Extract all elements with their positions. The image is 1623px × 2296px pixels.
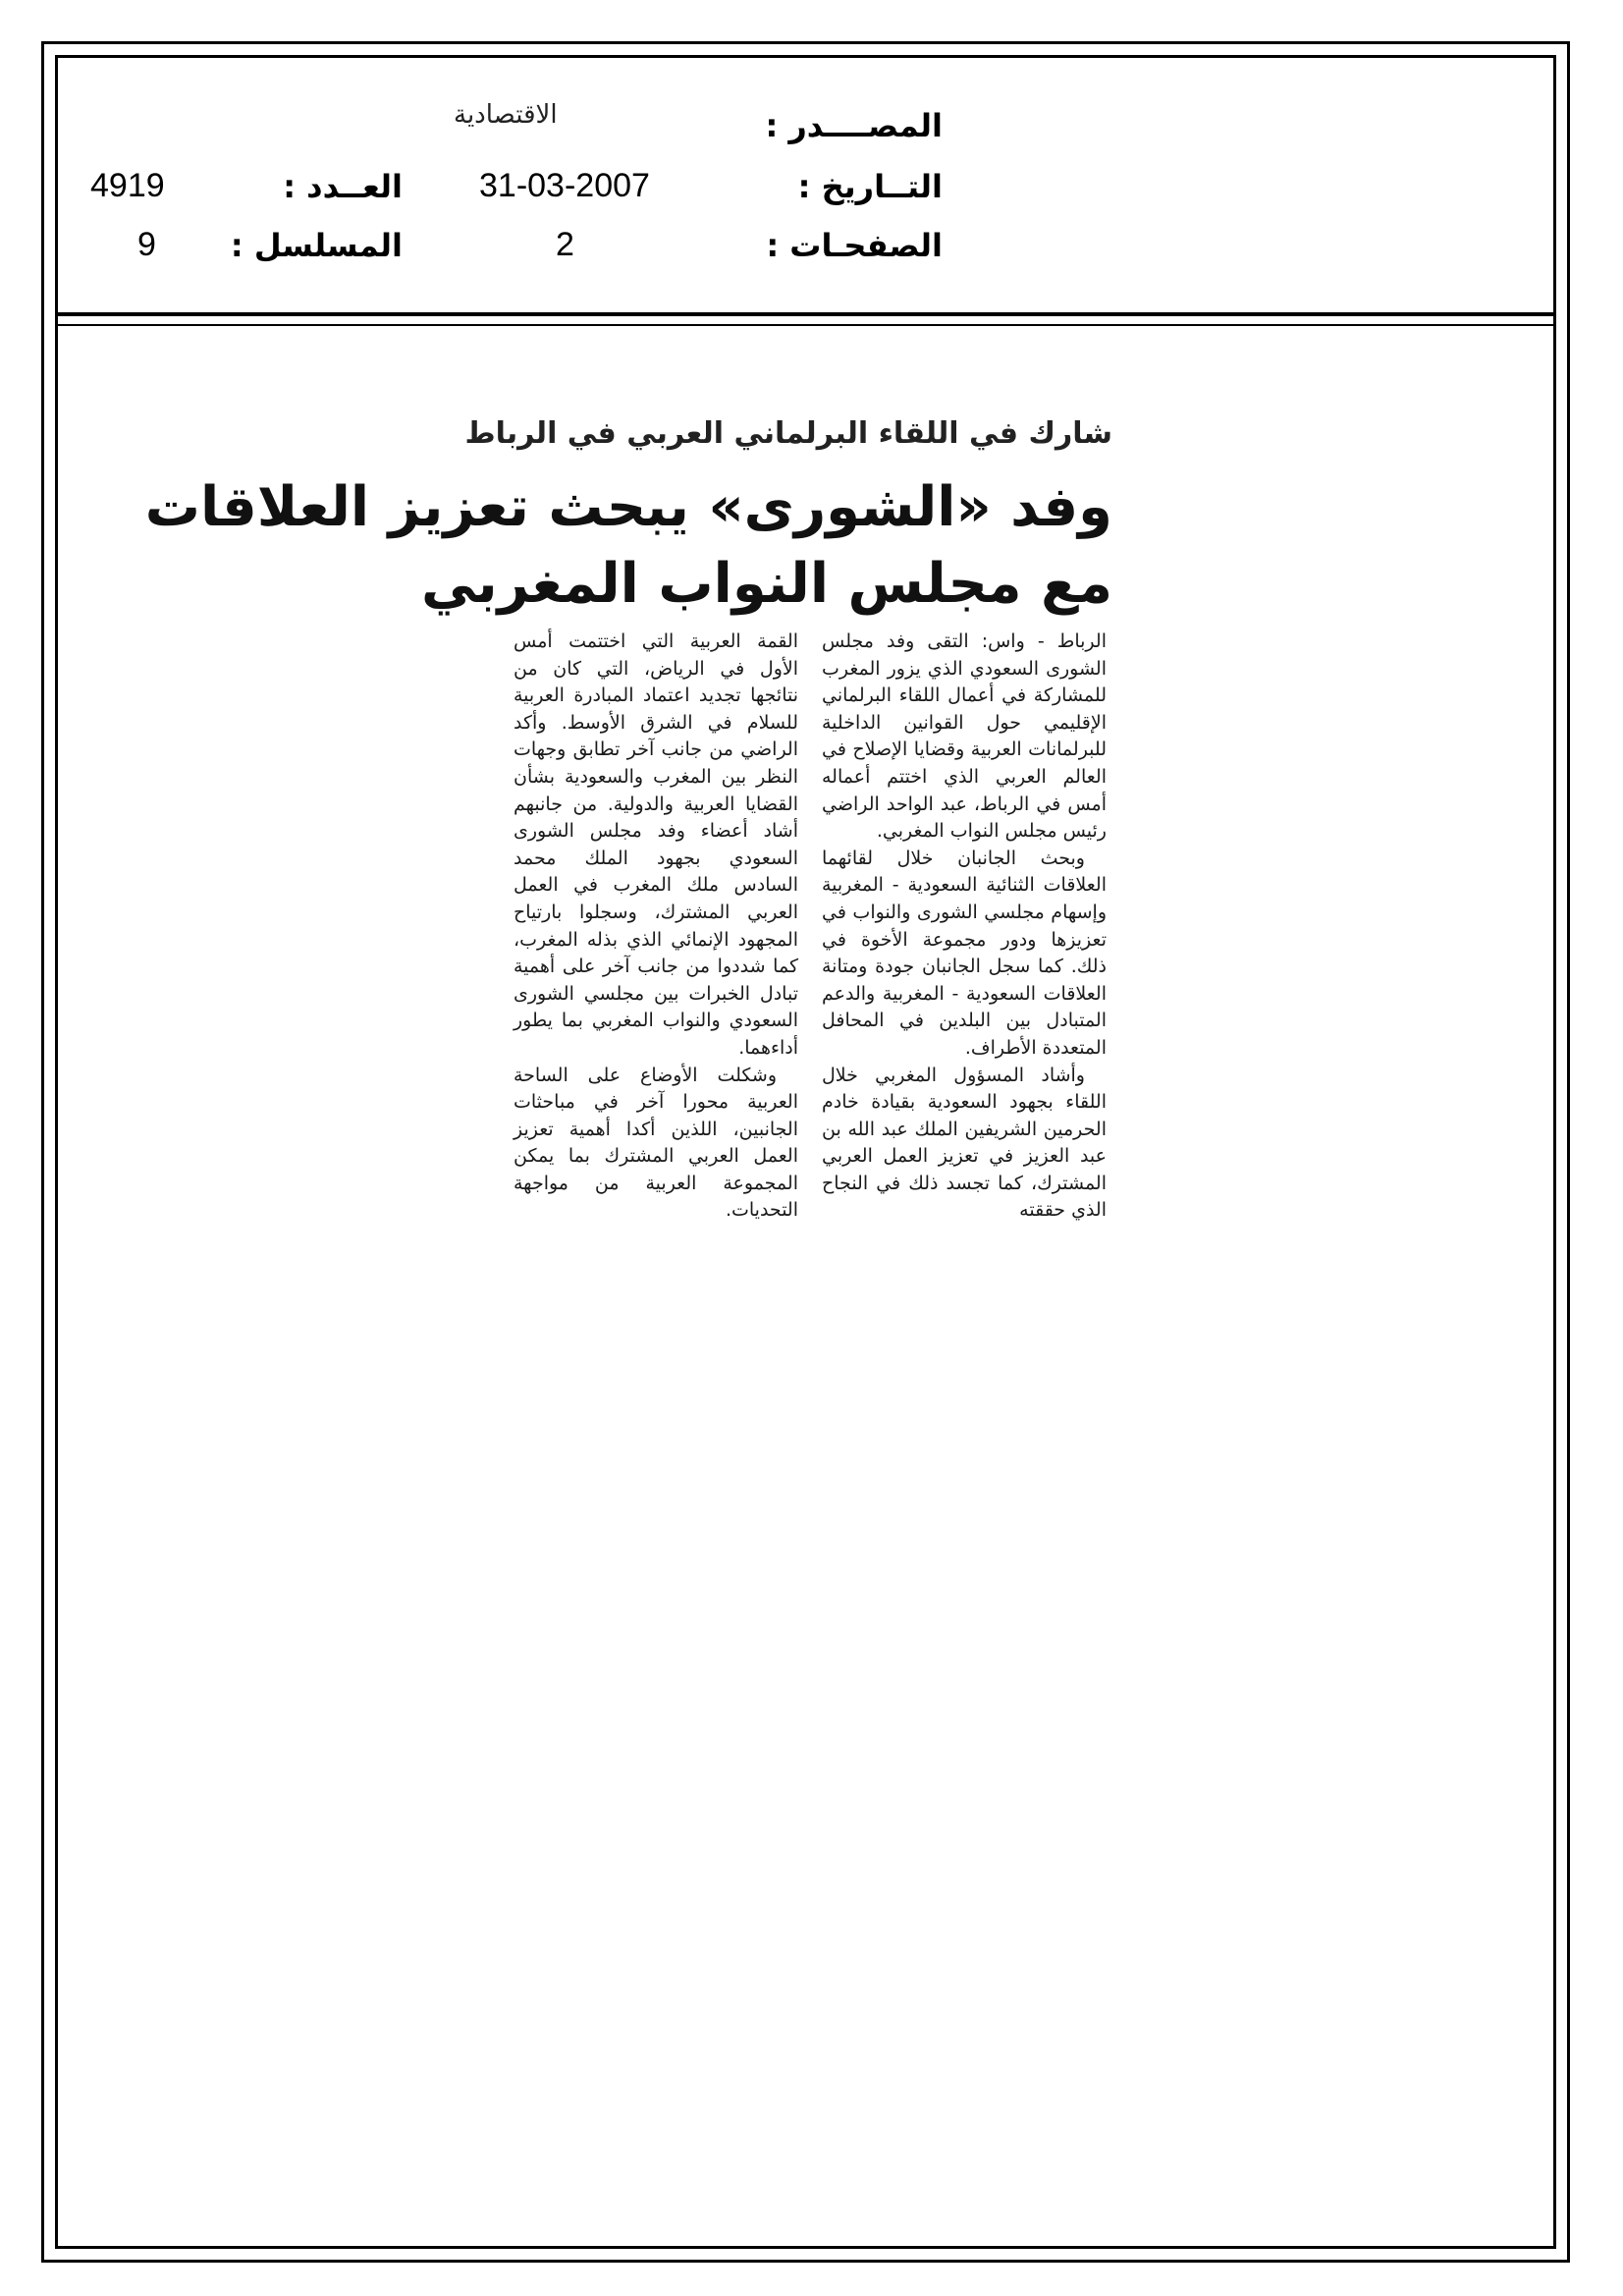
serial-value: 9 <box>137 226 156 263</box>
paragraph: وأشاد المسؤول المغربي خلال اللقاء بجهود السعودية بقيادة خادم الحرمين الشريفين الملك عبد الله بن عبد العزيز في تعزيز العمل العربي المشترك، كما تجسد ذلك في النجاح الذي حققته <box>822 1064 1107 1222</box>
issue-label: العــدد : <box>283 168 403 205</box>
article-kicker: شارك في اللقاء البرلماني العربي في الرباط <box>464 416 1112 451</box>
source-value: الاقتصادية <box>454 100 558 130</box>
pages-value: 2 <box>556 226 574 263</box>
date-value: 31-03-2007 <box>479 167 650 204</box>
pages-label: الصفحـات : <box>766 227 943 264</box>
issue-value: 4919 <box>90 167 165 204</box>
paragraph: وشكلت الأوضاع على الساحة العربية محورا آخر في مباحثات الجانبين، اللذين أكدا أهمية تعزيز العمل العربي المشترك بما يمكن المجموعة العربية من مواجهة التحديات. <box>514 1064 798 1222</box>
article-column-left <box>514 629 798 1225</box>
article-headline-line2: مع مجلس النواب المغربي <box>420 552 1112 616</box>
article-headline-line1: وفد «الشورى» يبحث تعزيز العلاقات <box>144 475 1112 539</box>
serial-label: المسلسل : <box>230 227 403 264</box>
header-divider-thin <box>55 324 1556 326</box>
paragraph: الرباط - واس: التقى وفد مجلس الشورى السعودي الذي يزور المغرب للمشاركة في أعمال اللقاء البرلماني الإقليمي حول القوانين الداخلية للبرلمانات العربية وقضايا الإصلاح في العالم العربي الذي اختتم أعماله أمس في الرباط، عبد الواحد الراضي رئيس مجلس النواب المغربي. <box>822 630 1107 843</box>
article-column-right <box>822 629 1107 1225</box>
date-label: التــاريخ : <box>797 168 943 205</box>
paragraph: وبحث الجانبان خلال لقائهما العلاقات الثنائية السعودية - المغربية وإسهام مجلسي الشورى والنواب في تعزيزها ودور مجموعة الأخوة في ذلك. كما سجل الجانبان جودة ومتانة العلاقات السعودية - المغربية والدعم المتبادل بين البلدين في المحافل المتعددة الأطراف. <box>822 847 1107 1059</box>
page-frame-inner <box>55 55 1556 2249</box>
paragraph: القمة العربية التي اختتمت أمس الأول في الرياض، التي كان من نتائجها تجديد اعتماد المبادرة العربية للسلام في الشرق الأوسط. وأكد الراضي من جانب آخر تطابق وجهات النظر بين المغرب والسعودية بشأن القضايا العربية والدولية. من جانبهم أشاد أعضاء وفد مجلس الشورى السعودي بجهود الملك محمد السادس ملك المغرب في العمل العربي المشترك، وسجلوا بارتياح المجهود الإنمائي الذي بذله المغرب، كما شددوا من جانب آخر على أهمية تبادل الخبرات بين مجلسي الشورى السعودي والنواب المغربي بما يطور أداءهما. <box>514 630 798 1059</box>
source-label: المصــــدر : <box>765 107 943 144</box>
header-divider <box>55 312 1556 316</box>
